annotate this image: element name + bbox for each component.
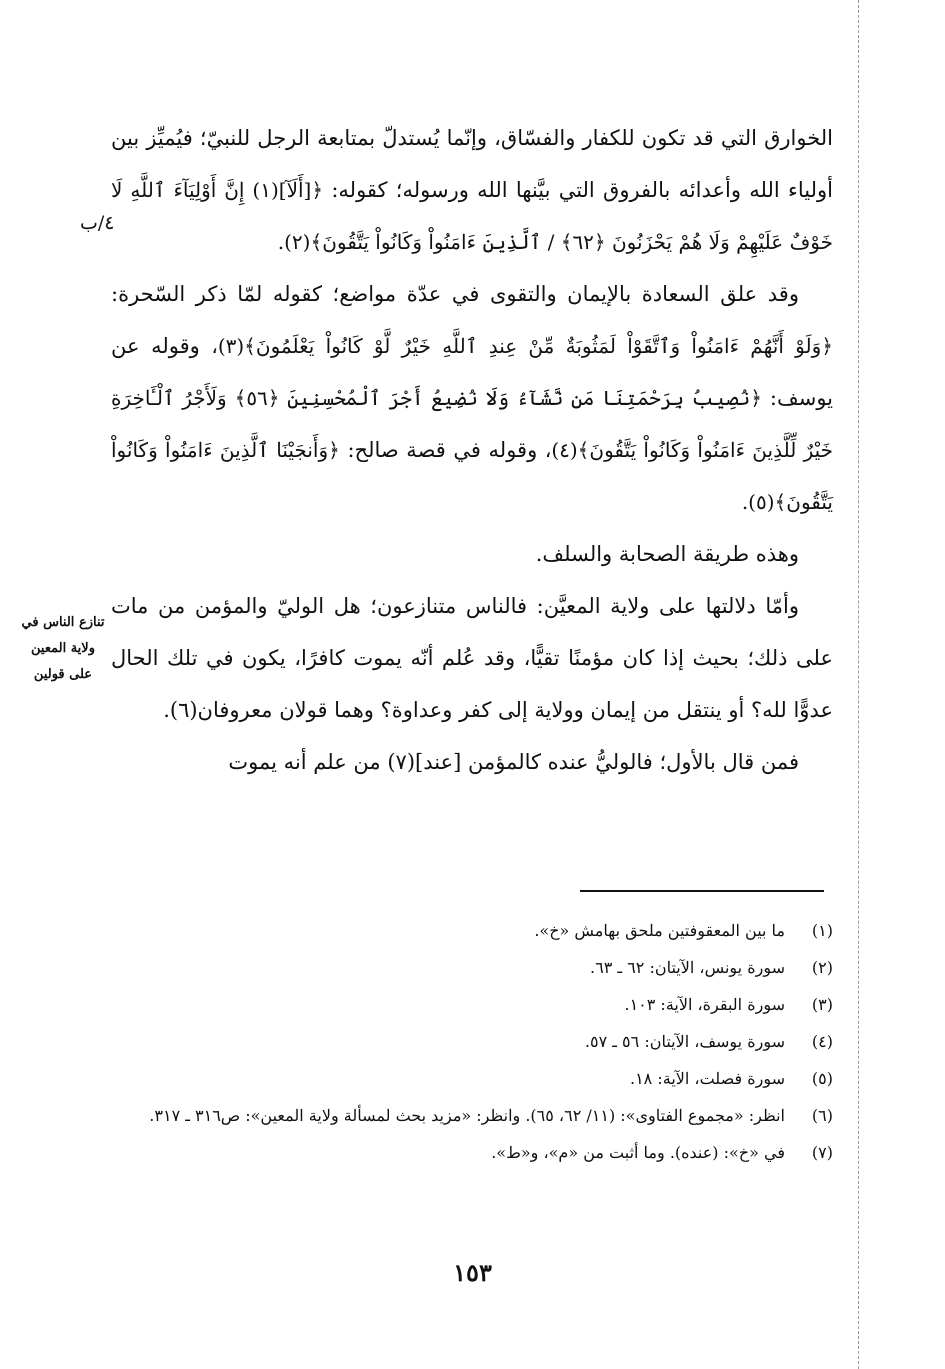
text-line: وهما قولان معروفان(٦). — [163, 698, 374, 722]
text-line: وقد علق السعادة بالإيمان والتقوى في عدّة مواضع؛ كقوله لمّا ذكر — [195, 282, 799, 306]
footnote-item — [111, 949, 833, 986]
quran-verse: ﴿وَأَنجَيْنَا ٱلَّذِينَ ءَامَنُواْ وَكَانُواْ يَتَّقُونَ﴾(٥). — [111, 438, 833, 514]
page-number: ١٥٣ — [453, 1258, 492, 1287]
quran-verse: وَلَأَجْرُ ٱلْـَٔاخِرَةِ خَيْرٌ لِّلَّذِينَ ءَامَنُواْ وَكَانُواْ يَتَّقُونَ﴾(٤)، — [111, 386, 834, 462]
footnote-text: ما بين المعقوفتين ملحق بهامش «خ». — [534, 921, 785, 940]
footnotes — [111, 912, 833, 1171]
quran-verse: ءَامَنُواْ وَكَانُواْ يَتَّقُونَ﴾(٢). — [277, 230, 476, 254]
text-line: السّحرة: — [111, 282, 186, 306]
page-edge-line — [858, 0, 859, 1369]
text-line: يكون في تلك الحال عدوًّا لله؟ أو ينتقل من إيمان وولاية إلى كفر وعداوة؟ — [111, 646, 833, 722]
footnote-number: (٣) — [811, 995, 833, 1014]
footnote-number: (٥) — [811, 1069, 833, 1088]
quran-verse: ﴿[أَلَآ](١) إِنَّ أَوْلِيَآءَ ٱللَّهِ لَا خَوْفٌ عَلَيْهِمْ وَلَا هُمْ يَحْزَنُونَ ﴿٦٢﴾ / ٱلَّذِينَ — [111, 178, 833, 254]
quran-verse: ﴿وَلَوْ أَنَّهُمْ ءَامَنُواْ وَٱتَّقَوْاْ لَمَثُوبَةٌ مِّنْ عِندِ ٱللَّهِ خَيْرٌ لَّوْ كَانُواْ يَعْلَمُونَ﴾(٣)، — [211, 334, 833, 358]
footnote-number: (٢) — [811, 958, 833, 977]
footnote-text: سورة يوسف، الآيتان: ٥٦ ـ ٥٧. — [584, 1032, 785, 1051]
footnote-item — [111, 912, 833, 949]
footnote-number: (٦) — [811, 1106, 833, 1125]
footnote-number: (٤) — [811, 1032, 833, 1051]
text-line: من مات على ذلك؛ بحيث إذا كان مؤمنًا تقيًّا، وقد عُلم أنّه يموت كافرًا، — [111, 594, 833, 670]
text-line: وقوله في قصة صالح: — [347, 438, 538, 462]
margin-heading: تنازع الناس في ولاية المعين على قولين — [21, 615, 105, 682]
footnote-text: انظر: «مجموع الفتاوى»: (١١/ ٦٢، ٦٥). وانظر: «مزيد بحث لمسألة ولاية المعين»: ص٣١٦ ـ ٣١٧. — [149, 1106, 785, 1125]
footnote-text: في «خ»: (عنده). وما أثبت من «م»، و«ط». — [491, 1143, 785, 1162]
paragraph-5: فمن قال بالأول؛ فالوليُّ عنده كالمؤمن [عند](٧) من علم أنه يموت — [228, 750, 799, 774]
footnote-item — [111, 1060, 833, 1097]
footnote-item — [111, 986, 833, 1023]
text-line: للنبيّ؛ فيُميِّز بين أولياء الله وأعدائه بالفروق التي بيَّنها الله ورسوله؛ كقوله: — [111, 126, 833, 202]
footnote-text: سورة يونس، الآيتان: ٦٢ ـ ٦٣. — [590, 958, 785, 977]
quran-verse: ﴿نُصِيبُ بِرَحْمَتِنَا مَن نَّشَآءُ وَلَا نُضِيعُ أَجْرَ ٱلْمُحْسِنِينَ ﴿٥٦﴾ — [234, 386, 762, 410]
footnote-text: سورة البقرة، الآية: ١٠٣. — [624, 995, 785, 1014]
footnote-item — [111, 1134, 833, 1171]
manuscript-folio-ref: ٤/ب — [80, 212, 115, 234]
footnote-item — [111, 1023, 833, 1060]
text-line: وقوله عن يوسف: — [111, 334, 834, 410]
text-line: الخوارق التي قد تكون للكفار والفسّاق، وإنّما يُستدلّ بمتابعة الرجل — [257, 126, 833, 150]
footnote-item — [111, 1097, 833, 1134]
paragraph-1 — [111, 112, 833, 268]
footnote-number: (٧) — [811, 1143, 833, 1162]
footnote-number: (١) — [811, 921, 833, 940]
text-line: وأمّا دلالتها على ولاية المعيَّن: فالناس متنازعون؛ هل الوليّ والمؤمن — [194, 594, 799, 618]
main-text — [111, 112, 833, 788]
paragraph-2 — [111, 268, 833, 528]
footnote-separator — [580, 890, 824, 892]
paragraph-3: وهذه طريقة الصحابة والسلف. — [535, 542, 799, 566]
footnote-text: سورة فصلت، الآية: ١٨. — [629, 1069, 785, 1088]
paragraph-4 — [111, 580, 833, 736]
